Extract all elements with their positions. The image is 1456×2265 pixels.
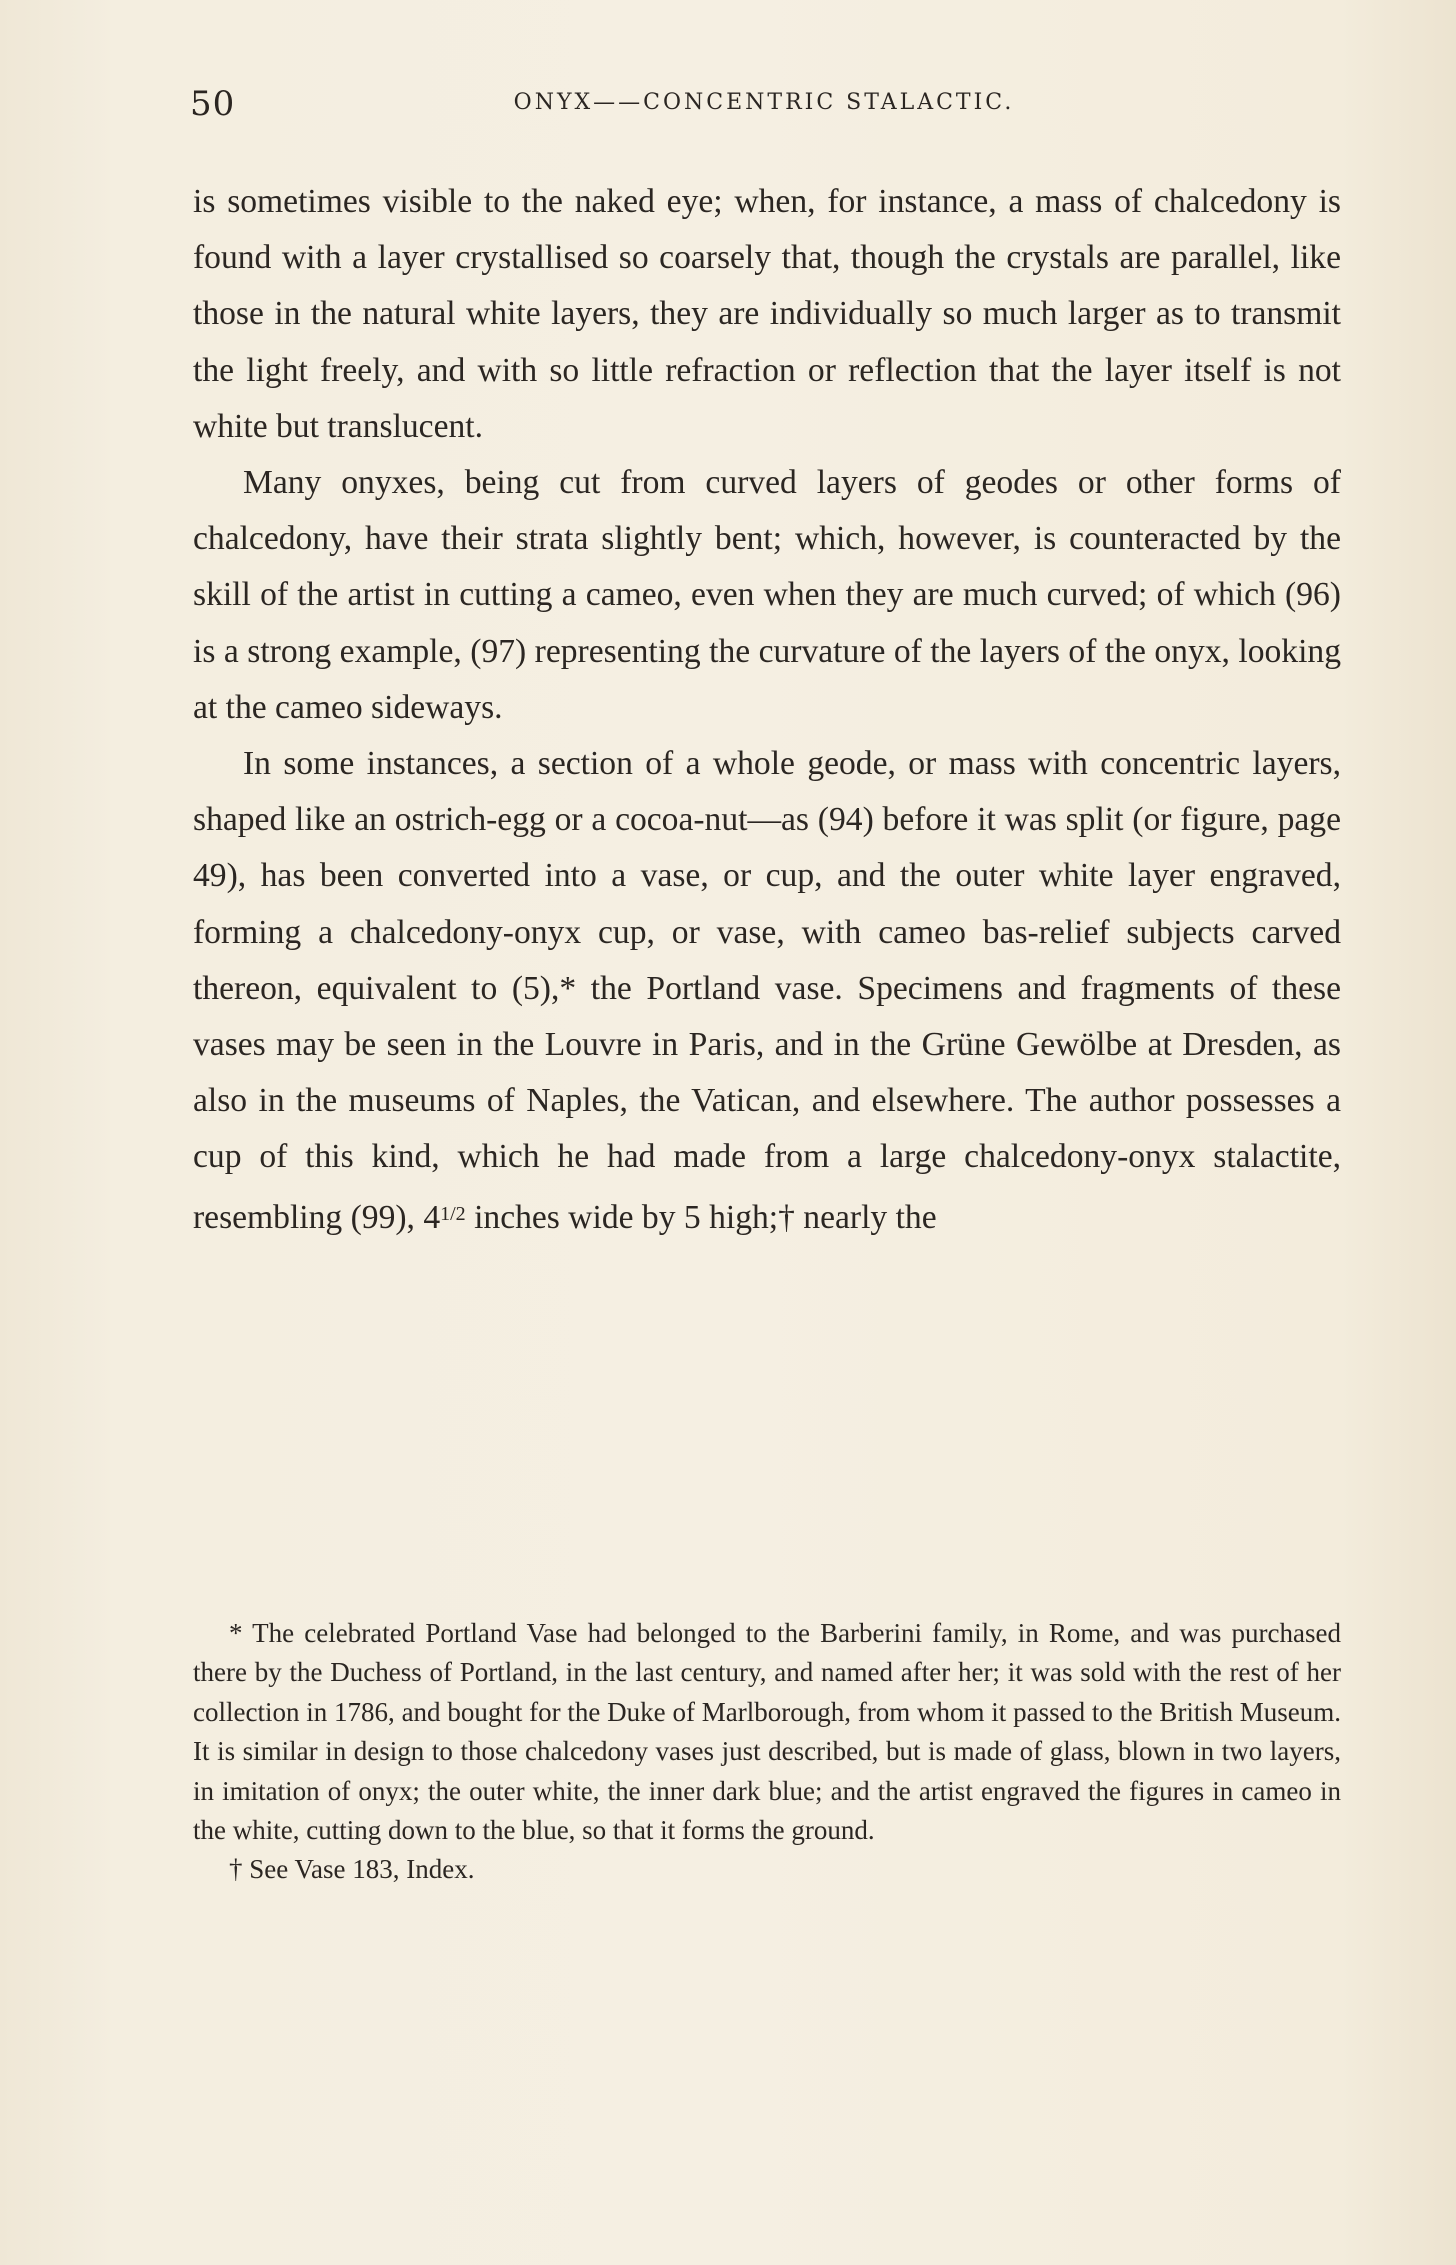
paragraph-3 (193, 736, 1341, 1246)
footnote-vase-183: † See Vase 183, Index. (229, 1854, 475, 1885)
page-header (190, 84, 1338, 134)
paragraph-3-text: In some instances, a section of a whole geode, or mass with concentric layers, shaped like an ostrich-egg or a cocoa-nut—as (94) before it was split (or figure, page 49), has been converted into a vase, or cup, and the outer white layer engraved, forming a chalcedony-onyx cup, or vase, with cameo bas-relief subjects carved thereon, equivalent to (5),* the Portland vase. Specimens and fragments of these vases may be seen in the Louvre in Paris, and in the Grüne Gewölbe at Dresden, as also in the museums of Naples, the Vatican, and elsewhere. The author possesses a cup of this kind, which he had made from a large chalcedony-onyx stalactite, resembling (99), 4 (193, 745, 1341, 1236)
paragraph-3-tail: inches wide by 5 high;† nearly the (465, 1198, 937, 1236)
paragraph-1: is sometimes visible to the naked eye; when, for instance, a mass of chalcedony is found with a layer crystallised so coarsely that, though the crystals are parallel, like those in the natural white layers, they are individually so much larger as to transmit the light freely, and with so little refraction or reflection that the layer itself is not white but translucent. (193, 183, 1341, 445)
footnotes (193, 1614, 1341, 1890)
page-number: 50 (190, 84, 236, 124)
main-text (193, 174, 1341, 1246)
paragraph-2: Many onyxes, being cut from curved layers of geodes or other forms of chalcedony, have their strata slightly bent; which, however, is counteracted by the skill of the artist in cutting a cameo, even when they are much curved; of which (96) is a strong example, (97) representing the curvature of the layers of the onyx, looking at the cameo sideways. (193, 464, 1341, 726)
running-head: ONYX——CONCENTRIC STALACTIC. (513, 90, 1015, 115)
fraction: 1/2 (440, 1202, 466, 1225)
footnote-portland-vase: * The celebrated Portland Vase had belonged to the Barberini family, in Rome, and was purchased there by the Duchess of Portland, in the last century, and named after her; it was sold with the rest of her collection in 1786, and bought for the Duke of Marlborough, from whom it passed to the British Museum. It is similar in design to those chalcedony vases just described, but is made of glass, blown in two layers, in imitation of onyx; the outer white, the inner dark blue; and the artist engraved the figures in cameo in the white, cutting down to the blue, so that it forms the ground. (193, 1618, 1341, 1846)
